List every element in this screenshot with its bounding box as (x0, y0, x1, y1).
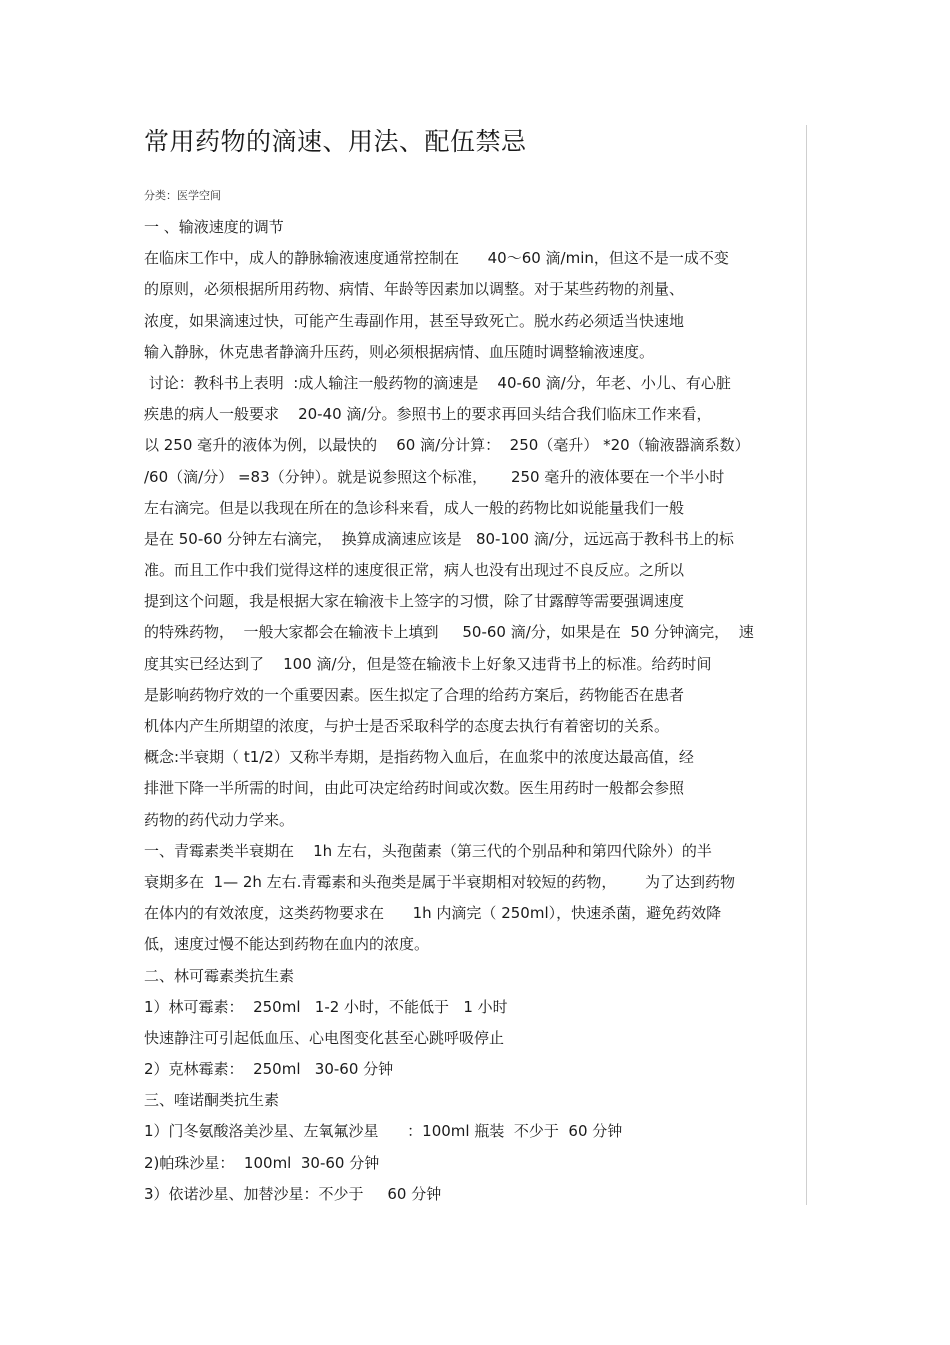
text-line: 快速静注可引起低血压、心电图变化甚至心跳呼吸停止 (144, 1028, 505, 1047)
text-line: 在临床工作中，成人的静脉输液速度通常控制在 40～60 滴/min，但这不是一成不变 (144, 249, 729, 268)
text-line: 是在 50-60 分钟左右滴完， 换算成滴速应该是 80-100 滴/分，远远高于教科书上的标 (144, 529, 734, 548)
text-line: 疾患的病人一般要求 20-40 滴/分。参照书上的要求再回头结合我们临床工作来看， (144, 405, 712, 424)
page-margin-rule (806, 125, 807, 1205)
text-line: 概念:半衰期（ t1/2）又称半寿期，是指药物入血后，在血浆中的浓度达最高值，经 (144, 748, 694, 767)
text-line: 1）林可霉素： 250ml 1-2 小时，不能低于 1 小时 (144, 997, 508, 1016)
document-title: 常用药物的滴速、用法、配伍禁忌 (144, 127, 527, 156)
text-line: 低，速度过慢不能达到药物在血内的浓度。 (144, 935, 430, 954)
text-line: 药物的药代动力学来。 (144, 810, 295, 829)
text-line: 以 250 毫升的液体为例，以最快的 60 滴/分计算： 250（毫升） *20（输液器滴系数） (144, 436, 750, 455)
text-line: 的原则，必须根据所用药物、病情、年龄等因素加以调整。对于某些药物的剂量、 (144, 280, 685, 299)
text-line: 衰期多在 1— 2h 左右.青霉素和头孢类是属于半衰期相对较短的药物， 为了达到药物 (144, 872, 736, 891)
text-line: 提到这个问题，我是根据大家在输液卡上签字的习惯，除了甘露醇等需要强调速度 (144, 592, 685, 611)
text-line: 1）门冬氨酸洛美沙星、左氧氟沙星 ：100ml 瓶装 不少于 60 分钟 (144, 1122, 623, 1141)
text-line: 2）克林霉素： 250ml 30-60 分钟 (144, 1060, 394, 1079)
text-line: 3）依诺沙星、加替沙星：不少于 60 分钟 (144, 1184, 442, 1203)
text-line: 在体内的有效浓度，这类药物要求在 1h 内滴完（ 250ml），快速杀菌，避免药效降 (144, 904, 722, 923)
text-line: 浓度，如果滴速过快，可能产生毒副作用，甚至导致死亡。脱水药必须适当快速地 (144, 311, 685, 330)
text-line: 讨论：教科书上表明 :成人输注一般药物的滴速是 40-60 滴/分，年老、小儿、有心脏 (144, 373, 731, 392)
text-line: 准。而且工作中我们觉得这样的速度很正常，病人也没有出现过不良反应。之所以 (144, 561, 685, 580)
text-line: 输入静脉，休克患者静滴升压药，则必须根据病情、血压随时调整输液速度。 (144, 342, 655, 361)
text-line: 是影响药物疗效的一个重要因素。医生拟定了合理的给药方案后，药物能否在患者 (144, 685, 685, 704)
text-line: 一 、输液速度的调节 (144, 218, 284, 236)
text-line: 左右滴完。但是以我现在所在的急诊科来看，成人一般的药物比如说能量我们一般 (144, 498, 685, 517)
text-line: 三、喹诺酮类抗生素 (144, 1091, 280, 1110)
text-line: 一、青霉素类半衰期在 1h 左右，头孢菌素（第三代的个别品种和第四代除外）的半 (144, 841, 712, 860)
text-line: /60（滴/分） =83（分钟）。就是说参照这个标准， 250 毫升的液体要在一个半小时 (144, 467, 725, 486)
text-line: 度其实已经达到了 100 滴/分，但是签在输液卡上好象又违背书上的标准。给药时间 (144, 654, 712, 673)
text-line: 的特殊药物， 一般大家都会在输液卡上填到 50-60 滴/分，如果是在 50 分钟滴完， 速 (144, 623, 754, 642)
text-line: 机体内产生所期望的浓度，与护士是否采取科学的态度去执行有着密切的关系。 (144, 717, 670, 735)
text-line: 排泄下降一半所需的时间，由此可决定给药时间或次数。医生用药时一般都会参照 (144, 779, 685, 798)
category-label: 分类：医学空间 (144, 189, 221, 202)
text-line: 二、林可霉素类抗生素 (144, 966, 295, 985)
text-line: 2)帕珠沙星： 100ml 30-60 分钟 (144, 1153, 380, 1172)
document-body (144, 212, 806, 1210)
